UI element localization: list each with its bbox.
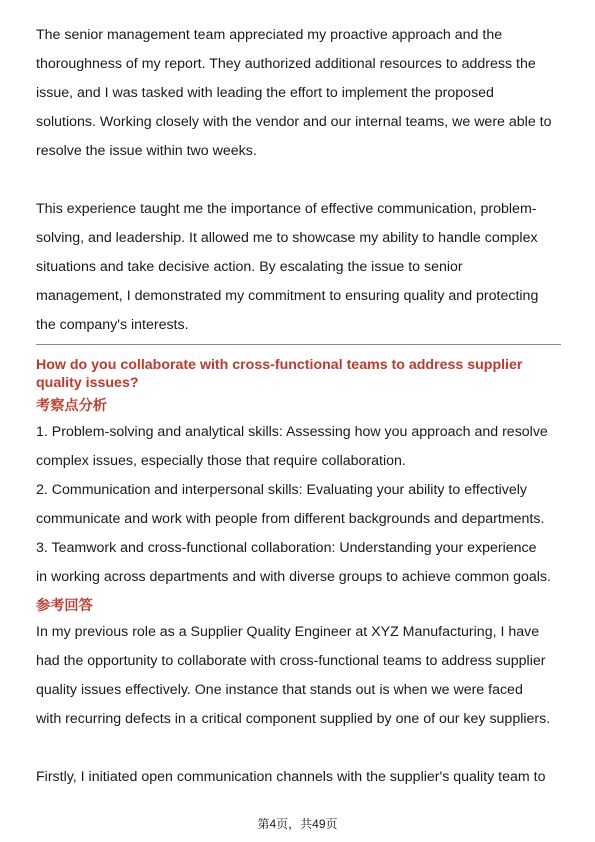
text-line: with recurring defects in a critical component supplied by one of our key suppliers. [36,711,551,727]
answer-heading: 参考回答 [36,598,93,614]
paragraph-gap [36,734,561,763]
question-line: quality issues? [36,375,139,391]
text-line: 1. Problem-solving and analytical skills: Assessing how you approach and resolve [36,424,548,440]
text-line: management, I demonstrated my commitment to ensuring quality and protecting [36,288,539,304]
paragraph-gap [36,166,561,195]
text-line: communicate and work with people from different backgrounds and departments. [36,511,545,527]
text-line: resolve the issue within two weeks. [36,143,257,159]
text-line: Firstly, I initiated open communication channels with the supplier's quality team to [36,769,546,785]
analysis-heading: 考察点分析 [36,398,107,414]
text-line: The senior management team appreciated my proactive approach and the [36,27,503,43]
text-line: 3. Teamwork and cross-functional collaboration: Understanding your experience [36,540,537,556]
intro-paragraph-1 [36,21,561,166]
text-line: the company's interests. [36,317,189,333]
text-line: issue, and I was tasked with leading the effort to implement the proposed [36,85,494,101]
question-line: How do you collaborate with cross-functional teams to address supplier [36,357,523,373]
analysis-points [36,418,561,592]
question-heading [36,356,561,392]
text-line: thoroughness of my report. They authorized additional resources to address the [36,56,536,72]
text-line: This experience taught me the importance of effective communication, problem- [36,201,537,217]
text-line: in working across departments and with diverse groups to achieve common goals. [36,569,551,585]
section-divider [36,344,561,345]
text-line: quality issues effectively. One instance that stands out is when we were faced [36,682,523,698]
page-number-footer: 第4页，共49页 [257,817,338,831]
page-content [36,21,561,792]
text-line: solutions. Working closely with the vendor and our internal teams, we were able to [36,114,552,130]
intro-paragraph-2 [36,195,561,340]
text-line: In my previous role as a Supplier Quality Engineer at XYZ Manufacturing, I have [36,624,540,640]
answer-paragraph-1 [36,618,561,734]
text-line: had the opportunity to collaborate with cross-functional teams to address supplier [36,653,546,669]
text-line: situations and take decisive action. By escalating the issue to senior [36,259,463,275]
text-line: solving, and leadership. It allowed me to showcase my ability to handle complex [36,230,538,246]
text-line: 2. Communication and interpersonal skills: Evaluating your ability to effectively [36,482,528,498]
text-line: complex issues, especially those that require collaboration. [36,453,406,469]
answer-paragraph-2 [36,763,561,792]
